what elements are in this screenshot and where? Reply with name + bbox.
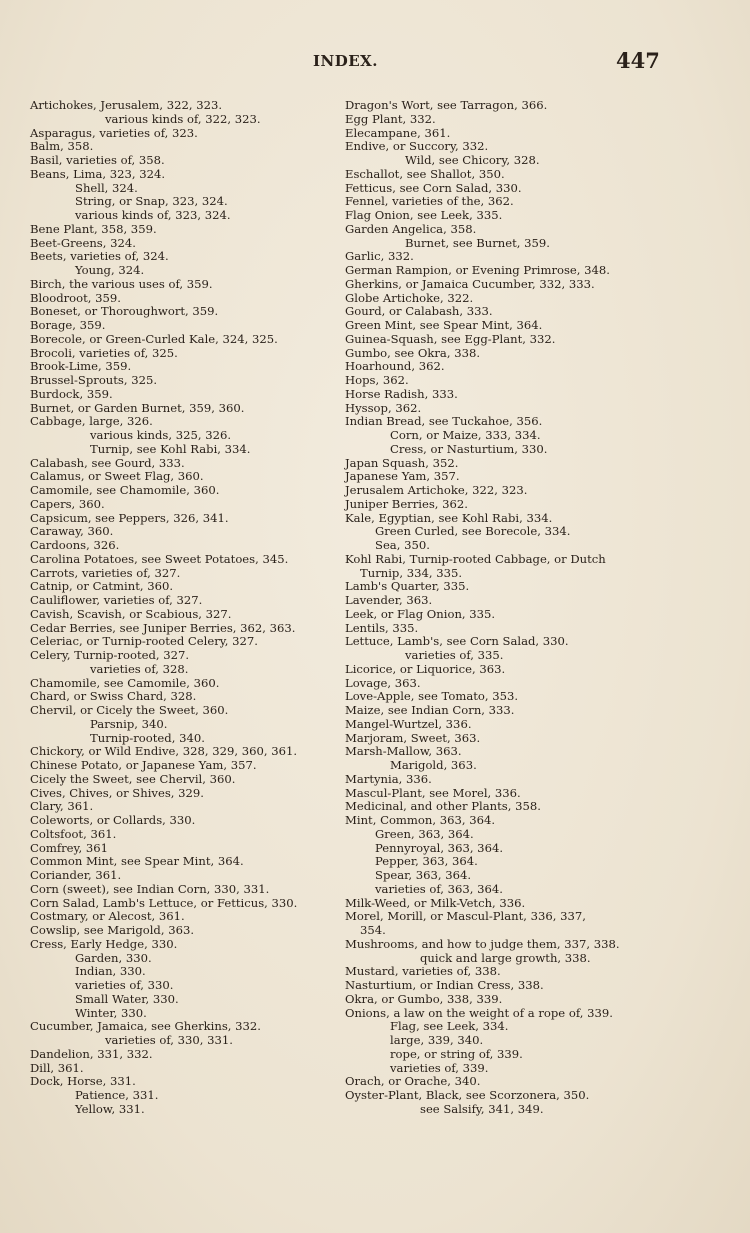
- index-entry: Oyster-Plant, Black, see Scorzonera, 350.: [345, 1088, 590, 1102]
- index-entry: Mascul-Plant, see Morel, 336.: [345, 785, 521, 800]
- index-subentry: Yellow, 331.: [75, 1101, 145, 1116]
- index-entry: Kohl Rabi, Turnip-rooted Cabbage, or Dutch: [345, 551, 606, 566]
- index-entry: Mint, Common, 363, 364.: [345, 813, 496, 827]
- index-entry: Endive, or Succory, 332.: [345, 139, 489, 154]
- index-entry: Hops, 362.: [345, 373, 409, 387]
- index-subentry: varieties of, 339.: [390, 1060, 489, 1075]
- index-entry: Caraway, 360.: [30, 524, 114, 539]
- index-entry: Corn (sweet), see Indian Corn, 330, 331.: [30, 881, 270, 896]
- index-entry: Globe Artichoke, 322.: [345, 290, 474, 305]
- index-entry: Lamb's Quarter, 335.: [345, 579, 470, 594]
- index-entry: Flag Onion, see Leek, 335.: [345, 208, 503, 222]
- index-entry: Calabash, see Gourd, 333.: [30, 455, 185, 470]
- index-entry: Lentils, 335.: [345, 620, 419, 635]
- index-subentry: Corn, or Maize, 333, 334.: [390, 428, 541, 442]
- index-subentry: Green Curled, see Borecole, 334.: [375, 524, 571, 539]
- index-subentry: Wild, see Chicory, 328.: [405, 153, 540, 167]
- index-entry: Calamus, or Sweet Flag, 360.: [30, 469, 204, 484]
- index-entry: Dandelion, 331, 332.: [30, 1046, 153, 1061]
- index-column-right: [345, 99, 657, 1117]
- index-entry: Milk-Weed, or Milk-Vetch, 336.: [345, 895, 526, 910]
- index-entry: Clary, 361.: [30, 799, 94, 814]
- index-subentry: Burnet, see Burnet, 359.: [405, 235, 550, 250]
- index-subentry: Patience, 331.: [75, 1088, 159, 1102]
- index-entry: Brook-Lime, 359.: [30, 359, 132, 374]
- index-entry: Borecole, or Green-Curled Kale, 324, 325.: [30, 331, 278, 346]
- index-entry: Burnet, or Garden Burnet, 359, 360.: [30, 400, 245, 415]
- index-entry: Coltsfoot, 361.: [30, 826, 117, 841]
- index-entry: Gourd, or Calabash, 333.: [345, 304, 493, 319]
- index-entry: Brussel-Sprouts, 325.: [30, 373, 158, 387]
- index-entry: Coleworts, or Collards, 330.: [30, 813, 196, 827]
- page-title: INDEX.: [313, 52, 379, 70]
- index-entry: Lovage, 363.: [345, 675, 421, 690]
- index-entry: Bloodroot, 359.: [30, 290, 121, 305]
- index-entry: Juniper Berries, 362.: [345, 496, 468, 511]
- index-entry: Martynia, 336.: [345, 771, 432, 786]
- index-entry: Celeriac, or Turnip-rooted Celery, 327.: [30, 634, 258, 649]
- index-subentry: Garden, 330.: [75, 950, 152, 965]
- index-entry: Chervil, or Cicely the Sweet, 360.: [30, 703, 229, 717]
- index-subentry: Flag, see Leek, 334.: [390, 1019, 509, 1034]
- index-column-left: [30, 99, 330, 1117]
- index-subentry: Parsnip, 340.: [90, 716, 168, 731]
- index-entry: Leek, or Flag Onion, 335.: [345, 606, 496, 621]
- index-entry: Dock, Horse, 331.: [30, 1074, 136, 1089]
- index-subentry: Young, 324.: [75, 263, 145, 277]
- index-entry: Elecampane, 361.: [345, 125, 451, 140]
- index-entry: Guinea-Squash, see Egg-Plant, 332.: [345, 331, 556, 346]
- index-entry: Gumbo, see Okra, 338.: [345, 345, 481, 360]
- page-number: 447: [616, 48, 660, 73]
- index-entry: Mangel-Wurtzel, 336.: [345, 716, 472, 731]
- index-subentry: Shell, 324.: [75, 180, 138, 195]
- index-entry: Fetticus, see Corn Salad, 330.: [345, 180, 522, 195]
- index-entry: Nasturtium, or Indian Cress, 338.: [345, 978, 544, 992]
- index-entry: Costmary, or Alecost, 361.: [30, 909, 185, 924]
- index-entry: Artichokes, Jerusalem, 322, 323.: [30, 98, 223, 112]
- index-subentry: Pepper, 363, 364.: [375, 854, 478, 869]
- index-entry: Medicinal, and other Plants, 358.: [345, 799, 541, 814]
- index-subentry: quick and large growth, 338.: [420, 950, 591, 965]
- index-entry: Hoarhound, 362.: [345, 359, 445, 374]
- index-subentry: Spear, 363, 364.: [375, 868, 472, 882]
- index-entry: Carrots, varieties of, 327.: [30, 565, 181, 580]
- index-entry: Green Mint, see Spear Mint, 364.: [345, 318, 543, 332]
- index-entry: Common Mint, see Spear Mint, 364.: [30, 854, 244, 869]
- index-entry: Chickory, or Wild Endive, 328, 329, 360, 361.: [30, 744, 298, 759]
- index-subentry: varieties of, 363, 364.: [375, 881, 503, 896]
- index-entry: Japanese Yam, 357.: [345, 469, 460, 484]
- index-entry: Fennel, varieties of the, 362.: [345, 194, 514, 209]
- index-subentry: large, 339, 340.: [390, 1033, 484, 1047]
- index-subentry: varieties of, 335.: [405, 648, 504, 662]
- index-entry: Cress, Early Hedge, 330.: [30, 936, 178, 951]
- index-subentry: Sea, 350.: [375, 538, 430, 552]
- index-entry: Lettuce, Lamb's, see Corn Salad, 330.: [345, 634, 569, 649]
- index-entry: Cives, Chives, or Shives, 329.: [30, 785, 204, 800]
- index-subentry: Cress, or Nasturtium, 330.: [390, 441, 548, 456]
- index-entry: Horse Radish, 333.: [345, 386, 458, 401]
- index-entry: German Rampion, or Evening Primrose, 348.: [345, 263, 610, 277]
- index-subentry: Turnip, see Kohl Rabi, 334.: [90, 441, 251, 456]
- index-subentry: Indian, 330.: [75, 964, 146, 979]
- index-entry: Asparagus, varieties of, 323.: [30, 125, 198, 140]
- index-entry: Beets, varieties of, 324.: [30, 249, 169, 264]
- index-subentry: varieties of, 330, 331.: [105, 1033, 233, 1047]
- index-entry: Cedar Berries, see Juniper Berries, 362, 363.: [30, 620, 296, 635]
- index-entry: Licorice, or Liquorice, 363.: [345, 661, 506, 676]
- index-entry: Cauliflower, varieties of, 327.: [30, 593, 203, 607]
- index-entry: Comfrey, 361: [30, 840, 109, 855]
- index-entry: Camomile, see Chamomile, 360.: [30, 483, 220, 497]
- index-subentry: Green, 363, 364.: [375, 826, 474, 841]
- index-entry: Cicely the Sweet, see Chervil, 360.: [30, 771, 236, 786]
- index-entry: Boneset, or Thoroughwort, 359.: [30, 304, 219, 319]
- index-entry: Beet-Greens, 324.: [30, 235, 136, 250]
- index-subentry: various kinds of, 322, 323.: [105, 111, 261, 126]
- index-subentry: Turnip, 334, 335.: [360, 565, 463, 580]
- index-entry: Brocoli, varieties of, 325.: [30, 345, 178, 360]
- index-subentry: varieties of, 330.: [75, 978, 174, 992]
- index-subentry: rope, or string of, 339.: [390, 1046, 523, 1061]
- index-entry: Chinese Potato, or Japanese Yam, 357.: [30, 758, 257, 772]
- index-entry: Cowslip, see Marigold, 363.: [30, 923, 195, 937]
- index-entry: Jerusalem Artichoke, 322, 323.: [345, 483, 528, 497]
- index-entry: Cabbage, large, 326.: [30, 414, 153, 429]
- index-entry: Gherkins, or Jamaica Cucumber, 332, 333.: [345, 276, 595, 291]
- index-entry: Basil, varieties of, 358.: [30, 153, 165, 167]
- index-entry: Capsicum, see Peppers, 326, 341.: [30, 510, 229, 525]
- index-entry: Celery, Turnip-rooted, 327.: [30, 648, 190, 662]
- index-subentry: Marigold, 363.: [390, 758, 477, 772]
- index-entry: Capers, 360.: [30, 496, 105, 511]
- index-subentry: Small Water, 330.: [75, 991, 179, 1006]
- index-entry: Marsh-Mallow, 363.: [345, 744, 462, 759]
- index-entry: Bene Plant, 358, 359.: [30, 221, 157, 236]
- index-subentry: see Salsify, 341, 349.: [420, 1101, 544, 1116]
- index-entry: Lavender, 363.: [345, 593, 433, 607]
- index-entry: Cardoons, 326.: [30, 538, 120, 552]
- index-entry: Burdock, 359.: [30, 386, 113, 401]
- index-subentry: various kinds of, 323, 324.: [75, 208, 231, 222]
- index-entry: Hyssop, 362.: [345, 400, 422, 415]
- index-entry: Mushrooms, and how to judge them, 337, 338.: [345, 936, 620, 951]
- index-entry: Egg Plant, 332.: [345, 111, 436, 126]
- index-entry: Beans, Lima, 323, 324.: [30, 166, 166, 181]
- index-entry: Love-Apple, see Tomato, 353.: [345, 689, 519, 704]
- index-subentry: 354.: [360, 923, 386, 937]
- index-entry: Cavish, Scavish, or Scabious, 327.: [30, 606, 232, 621]
- index-entry: Dragon's Wort, see Tarragon, 366.: [345, 98, 548, 112]
- index-entry: Corn Salad, Lamb's Lettuce, or Fetticus, 330.: [30, 895, 298, 910]
- index-entry: Catnip, or Catmint, 360.: [30, 579, 174, 594]
- index-entry: Carolina Potatoes, see Sweet Potatoes, 345.: [30, 551, 289, 566]
- index-entry: Maize, see Indian Corn, 333.: [345, 703, 515, 717]
- index-entry: Morel, Morill, or Mascul-Plant, 336, 337,: [345, 909, 586, 924]
- index-entry: Orach, or Orache, 340.: [345, 1074, 481, 1089]
- index-entry: Balm, 358.: [30, 139, 94, 154]
- index-entry: Garden Angelica, 358.: [345, 221, 477, 236]
- index-entry: Indian Bread, see Tuckahoe, 356.: [345, 414, 543, 429]
- index-entry: Eschallot, see Shallot, 350.: [345, 166, 505, 181]
- index-entry: Borage, 359.: [30, 318, 106, 332]
- index-entry: Chamomile, see Camomile, 360.: [30, 675, 220, 690]
- index-subentry: Turnip-rooted, 340.: [90, 730, 205, 745]
- index-entry: Okra, or Gumbo, 338, 339.: [345, 991, 503, 1006]
- page-header: [0, 50, 750, 80]
- index-entry: Onions, a law on the weight of a rope of, 339.: [345, 1005, 613, 1020]
- index-entry: Coriander, 361.: [30, 868, 122, 882]
- index-entry: Mustard, varieties of, 338.: [345, 964, 501, 979]
- index-entry: Garlic, 332.: [345, 249, 414, 264]
- index-entry: Birch, the various uses of, 359.: [30, 276, 213, 291]
- index-entry: Kale, Egyptian, see Kohl Rabi, 334.: [345, 510, 553, 525]
- index-entry: Japan Squash, 352.: [345, 455, 459, 470]
- index-entry: Dill, 361.: [30, 1060, 84, 1075]
- index-entry: Cucumber, Jamaica, see Gherkins, 332.: [30, 1019, 261, 1034]
- index-subentry: String, or Snap, 323, 324.: [75, 194, 228, 209]
- index-entry: Marjoram, Sweet, 363.: [345, 730, 481, 745]
- index-subentry: various kinds, 325, 326.: [90, 428, 232, 442]
- index-subentry: Pennyroyal, 363, 364.: [375, 840, 504, 855]
- index-subentry: Winter, 330.: [75, 1005, 147, 1020]
- index-subentry: varieties of, 328.: [90, 661, 189, 676]
- index-entry: Chard, or Swiss Chard, 328.: [30, 689, 197, 704]
